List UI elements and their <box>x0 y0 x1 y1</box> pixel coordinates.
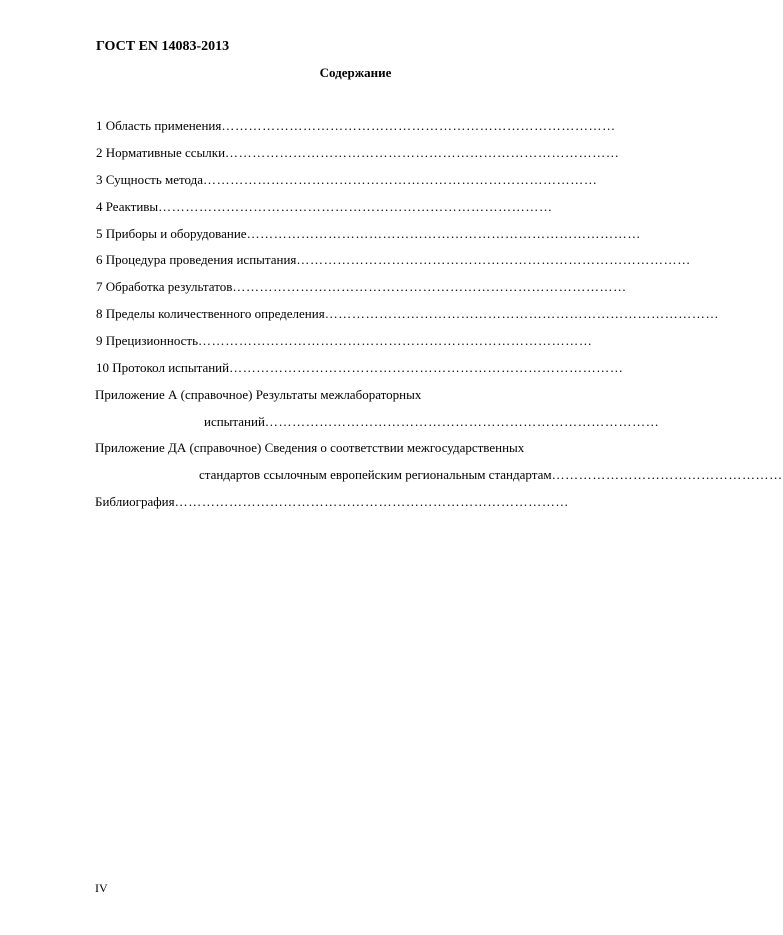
toc-entry-leader: …………………………………………………………………………… <box>296 252 691 267</box>
appendix-da-line2 <box>199 466 783 484</box>
toc-entry-label: 5 Приборы и оборудование <box>96 226 247 241</box>
document-code: ГОСТ EN 14083-2013 <box>96 39 230 54</box>
toc-title: Содержание <box>319 65 392 80</box>
appendix-a-line2 <box>204 413 660 431</box>
toc-entry-leader: …………………………………………………………………………… <box>324 306 720 321</box>
toc-entry <box>96 198 600 216</box>
toc-entry-leader: …………………………………………………………………………… <box>158 199 553 214</box>
toc-entry <box>96 117 616 135</box>
appendix-da-line2-label: стандартов ссылочным европейским региональным стандартам <box>199 467 552 482</box>
toc-entry-leader: …………………………………………………………………………… <box>221 118 616 133</box>
page-number: IV <box>95 881 108 895</box>
toc-entry-label: 2 Нормативные ссылки <box>96 145 226 160</box>
appendix-a-line1: Приложение А (справочное) Результаты межлабораторных <box>95 387 422 402</box>
toc-entry-leader: …………………………………………………………………………… <box>225 145 620 160</box>
toc-entry-label: 3 Сущность метода <box>96 172 204 187</box>
toc-entry <box>96 225 641 243</box>
toc-entry <box>96 278 627 296</box>
toc-entry <box>96 332 604 350</box>
toc-entry-label: 1 Область применения <box>96 118 222 133</box>
toc-entry-leader: …………………………………………………………………………… <box>229 360 624 375</box>
toc-entry-leader: …………………………………………………………………………… <box>203 172 598 187</box>
bibliography-leader: …………………………………………………………………………… <box>174 494 570 509</box>
toc-entry-label: 7 Обработка результатов <box>96 279 233 294</box>
toc-entry-leader: …………………………………………………………………………… <box>198 333 593 348</box>
toc-entry-leader: …………………………………………………………………………… <box>246 226 641 241</box>
appendix-da-line1: Приложение ДА (справочное) Сведения о соответствии межгосударственных <box>95 440 525 455</box>
toc-entry-leader: …………………………………………………………………………… <box>232 279 627 294</box>
toc-entry-label: 9 Прецизионность <box>96 333 199 348</box>
toc-entry <box>96 305 720 323</box>
bibliography-entry <box>95 493 607 511</box>
appendix-a-line2-label: испытаний <box>204 414 265 429</box>
toc-entry <box>96 251 691 269</box>
toc-entry-label: 6 Процедура проведения испытания <box>96 252 297 267</box>
toc-entry-label: 4 Реактивы <box>96 199 159 214</box>
toc-entry <box>96 171 598 189</box>
toc-entry <box>96 359 624 377</box>
appendix-da-leader: …………………………………………… <box>551 467 783 482</box>
toc-entry <box>96 144 620 162</box>
toc-entry-label: 10 Протокол испытаний <box>96 360 230 375</box>
toc-entry-label: 8 Пределы количественного определения <box>96 306 325 321</box>
appendix-a-leader: …………………………………………………………………………… <box>264 414 660 429</box>
bibliography-label: Библиография <box>95 494 175 509</box>
